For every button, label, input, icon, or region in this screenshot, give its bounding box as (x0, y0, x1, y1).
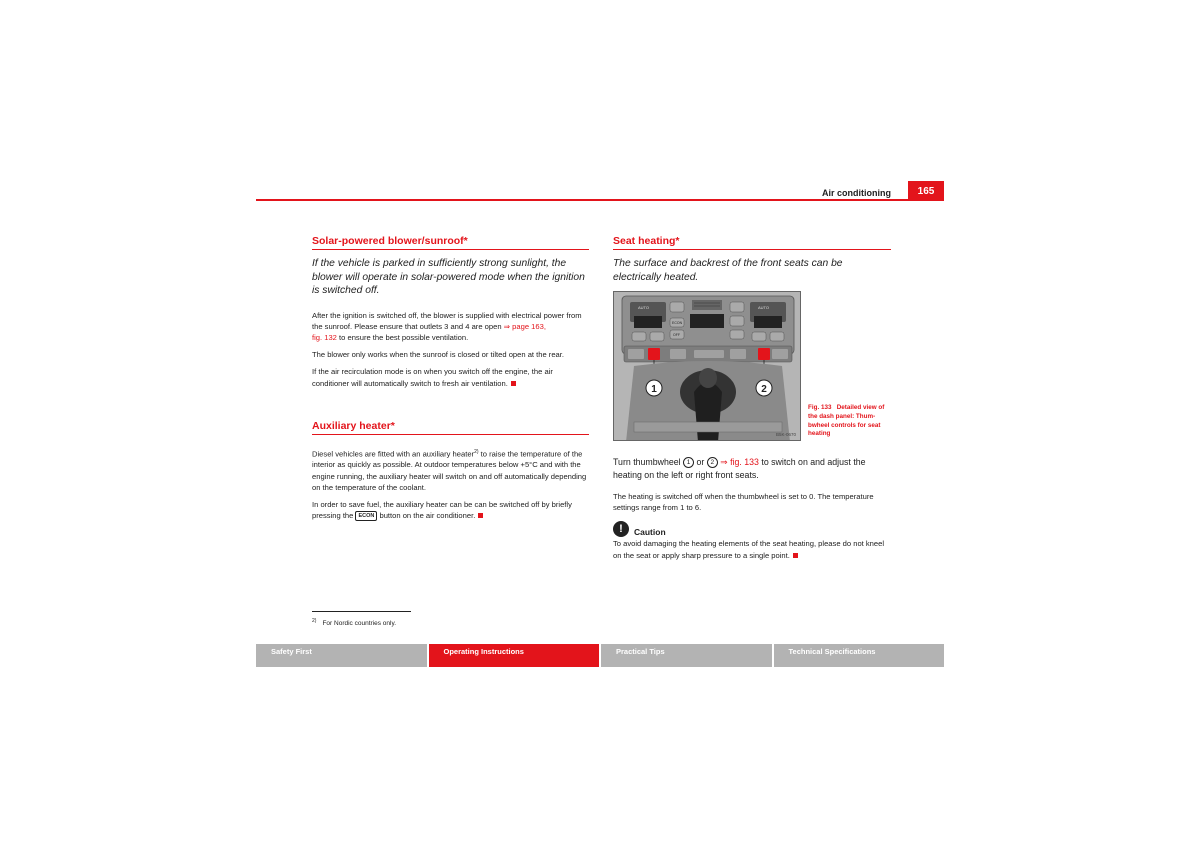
section-heading-auxiliary-heater: Auxiliary heater* (312, 420, 589, 435)
caution-text: To avoid damaging the heating elements of the seat heating, please do not kneel on the seat or apply sharp pressure to a single point. (613, 539, 885, 560)
end-of-section-icon (478, 513, 483, 518)
figure-row (613, 291, 891, 441)
section-intro-solar-blower: If the vehicle is parked in sufficiently strong sunlight, the blower will operate in solar-powered mode when the ignition is switched off. (312, 258, 585, 296)
bottom-nav (256, 644, 944, 667)
paragraph: After the ignition is switched off, the blower is supplied with electrical power from the sunroof. Please ensure that outlets 3 and 4 are open ⇒ page 163, fig. 132 to ensure the best possible ventilation. (312, 310, 582, 342)
paragraph: The heating is switched off when the thumbwheel is set to 0. The temperature settings range from 1 to 6. (613, 492, 874, 513)
callout-1-icon: 1 (683, 457, 694, 468)
caution-icon: ! (613, 521, 629, 537)
header-title: Air conditioning (822, 188, 891, 198)
paragraph: The blower only works when the sunroof is closed or tilted open at the rear. (312, 350, 564, 360)
footnote-ref[interactable]: 2) (474, 448, 479, 455)
footnote: $^{2)}$ For Nordic countries only. (312, 618, 397, 628)
thumbwheel-right-highlight (758, 348, 770, 360)
section-heading-seat-heating: Seat heating* (613, 235, 891, 250)
dash-panel-figure (613, 291, 801, 441)
end-of-section-icon (793, 553, 798, 558)
section-heading-solar-blower: Solar-powered blower/sunroof* (312, 235, 589, 250)
callout-2-icon: 2 (707, 457, 718, 468)
figure-link[interactable]: fig. 132 (312, 332, 337, 342)
figure-link[interactable]: ⇒ fig. 133 (717, 457, 759, 467)
paragraph: If the air recirculation mode is on when you switch off the engine, the air conditioner will automatically switch to fresh air ventilation. (312, 367, 553, 388)
right-column (613, 235, 891, 567)
caution-title: Caution (634, 527, 666, 538)
left-column (312, 235, 589, 527)
page-number: 165 (908, 181, 944, 201)
header-rule (256, 199, 944, 201)
end-of-section-icon (511, 381, 516, 386)
caution-heading (613, 521, 891, 537)
panel-label-off: OFF (673, 333, 680, 337)
callout-2: 2 (761, 384, 767, 395)
paragraph: In order to save fuel, the auxiliary heater can be can be switched off by briefly pressing the ECON button on the air conditioner. (312, 500, 572, 521)
footnote-rule (312, 611, 411, 612)
callout-1: 1 (651, 384, 657, 395)
panel-label-auto-right: AUTO (758, 305, 770, 310)
nav-tab-practical-tips[interactable]: Practical Tips (601, 644, 772, 667)
nav-tab-safety-first[interactable]: Safety First (256, 644, 427, 667)
figure-caption: Fig. 133 Detailed view of the dash panel: Thumbwheel controls for seat heating (808, 404, 885, 438)
section-intro-seat-heating: The surface and backrest of the front seats can be electrically heated. (613, 258, 843, 283)
figure-code: B5K-0670 (775, 432, 796, 437)
thumbwheel-left-highlight (648, 348, 660, 360)
dash-panel-illustration (614, 292, 801, 441)
instruction: Turn thumbwheel 1 or 2 ⇒ fig. 133 to switch on and adjust the heating on the left or right front seats. (613, 457, 866, 480)
page-link[interactable]: ⇒ page 163, (503, 321, 546, 331)
nav-tab-technical-specifications[interactable]: Technical Specifications (774, 644, 945, 667)
paragraph: Diesel vehicles are fitted with an auxiliary heater$^{2)}$ to raise the temperature of the interior as quickly as possible. At outdoor temperatures below +5°C and with the engine running, the auxiliary heater will switch on and off automatically depending on the temperature of the coolant. (312, 448, 587, 492)
econ-key-icon: ECON (355, 511, 377, 521)
nav-tab-operating-instructions[interactable]: Operating Instructions (429, 644, 600, 667)
panel-label-econ: ECON (672, 321, 683, 325)
panel-label-auto-left: AUTO (638, 305, 650, 310)
